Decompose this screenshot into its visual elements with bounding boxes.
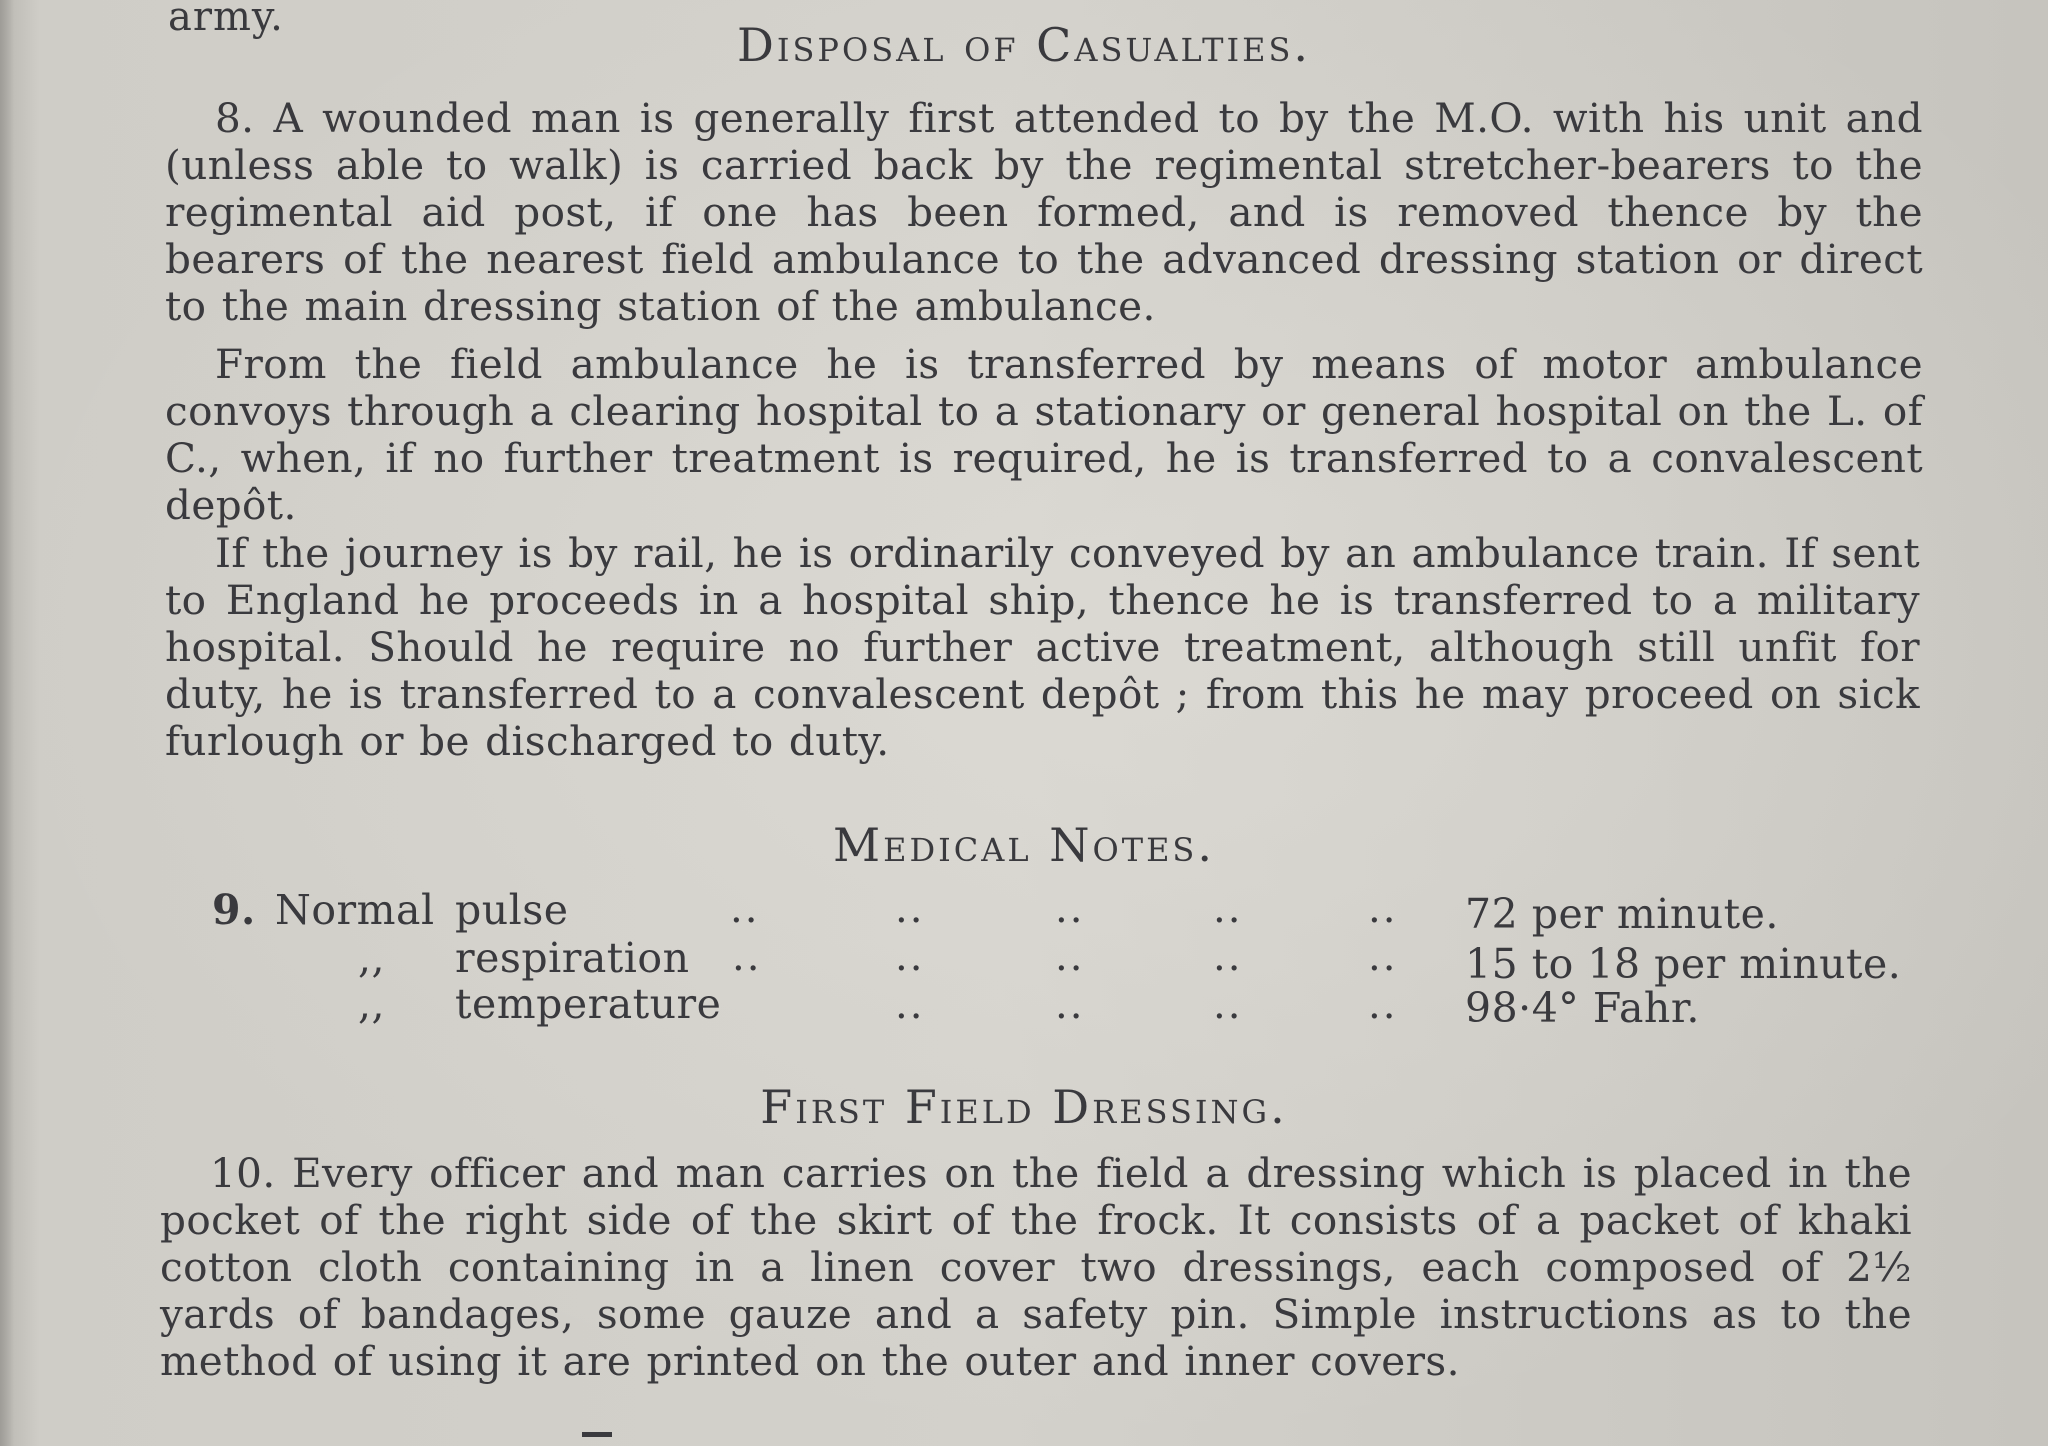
next-line-fragment-mark xyxy=(582,1432,612,1437)
row-label-respiration: respiration xyxy=(455,934,690,982)
row-prefix-ditto: ,, xyxy=(358,934,386,982)
paragraph-rail-journey: If the journey is by rail, he is ordinarily conveyed by an ambulance train. If sent to England he proceeds in a hospital ship, thence he is transferred to a military hospital. Should he require no further active treatment, although still unfit for duty, he is transferred to a convalescent depôt ; from this he may proceed on sick furlough or be discharged to duty. xyxy=(165,529,1920,765)
leader-dots: .. xyxy=(895,934,925,980)
row-label-pulse: pulse xyxy=(455,886,569,934)
heading-medical-notes: Medical Notes. xyxy=(833,818,1215,872)
leader-dots: .. xyxy=(732,934,762,980)
leader-dots: .. xyxy=(895,982,925,1028)
leader-dots: .. xyxy=(1213,886,1243,932)
leader-dots: .. xyxy=(1055,982,1085,1028)
row-label-temperature: temperature xyxy=(455,980,722,1028)
leader-dots: .. xyxy=(895,886,925,932)
row-value-pulse: 72 per minute. xyxy=(1465,890,1779,938)
row-prefix-normal: Normal xyxy=(275,886,435,934)
row-value-temperature: 98·4° Fahr. xyxy=(1465,984,1700,1032)
row-value-respiration: 15 to 18 per minute. xyxy=(1465,940,1902,988)
paragraph-8: 8. A wounded man is generally first attended to by the M.O. with his unit and (unless able to walk) is carried back by the regimental stretcher-bearers to the regimental aid post, if one has been formed, and is removed thence by the bearers of the nearest field ambulance to the advanced dressing station or direct to the main dressing station of the ambulance. xyxy=(165,94,1923,330)
leader-dots: .. xyxy=(730,886,760,932)
leader-dots: .. xyxy=(1368,934,1398,980)
heading-first-field-dressing: First Field Dressing. xyxy=(760,1080,1288,1134)
leader-dots: .. xyxy=(1055,934,1085,980)
previous-page-fragment: army. xyxy=(168,0,284,40)
leader-dots: .. xyxy=(1213,934,1243,980)
paragraph-field-ambulance: From the field ambulance he is transferred by means of motor ambulance convoys through a clearing hospital to a stationary or general hospital on the L. of C., when, if no further treatment is required, he is transferred to a convalescent depôt. xyxy=(165,340,1923,529)
leader-dots: .. xyxy=(1368,982,1398,1028)
heading-disposal-of-casualties: Disposal of Casualties. xyxy=(736,18,1312,72)
item-number-9: 9. xyxy=(212,886,256,934)
paragraph-10: 10. Every officer and man carries on the field a dressing which is placed in the pocket of the right side of the skirt of the frock. It consists of a packet of khaki cotton cloth containing in a linen cover two dressings, each composed of 2½ yards of bandages, some gauze and a safety pin. Simple instructions as to the method of using it are printed on the outer and inner covers. xyxy=(160,1149,1912,1385)
leader-dots: .. xyxy=(1213,982,1243,1028)
row-prefix-ditto: ,, xyxy=(358,980,386,1028)
leader-dots: .. xyxy=(1368,886,1398,932)
leader-dots: .. xyxy=(1055,886,1085,932)
